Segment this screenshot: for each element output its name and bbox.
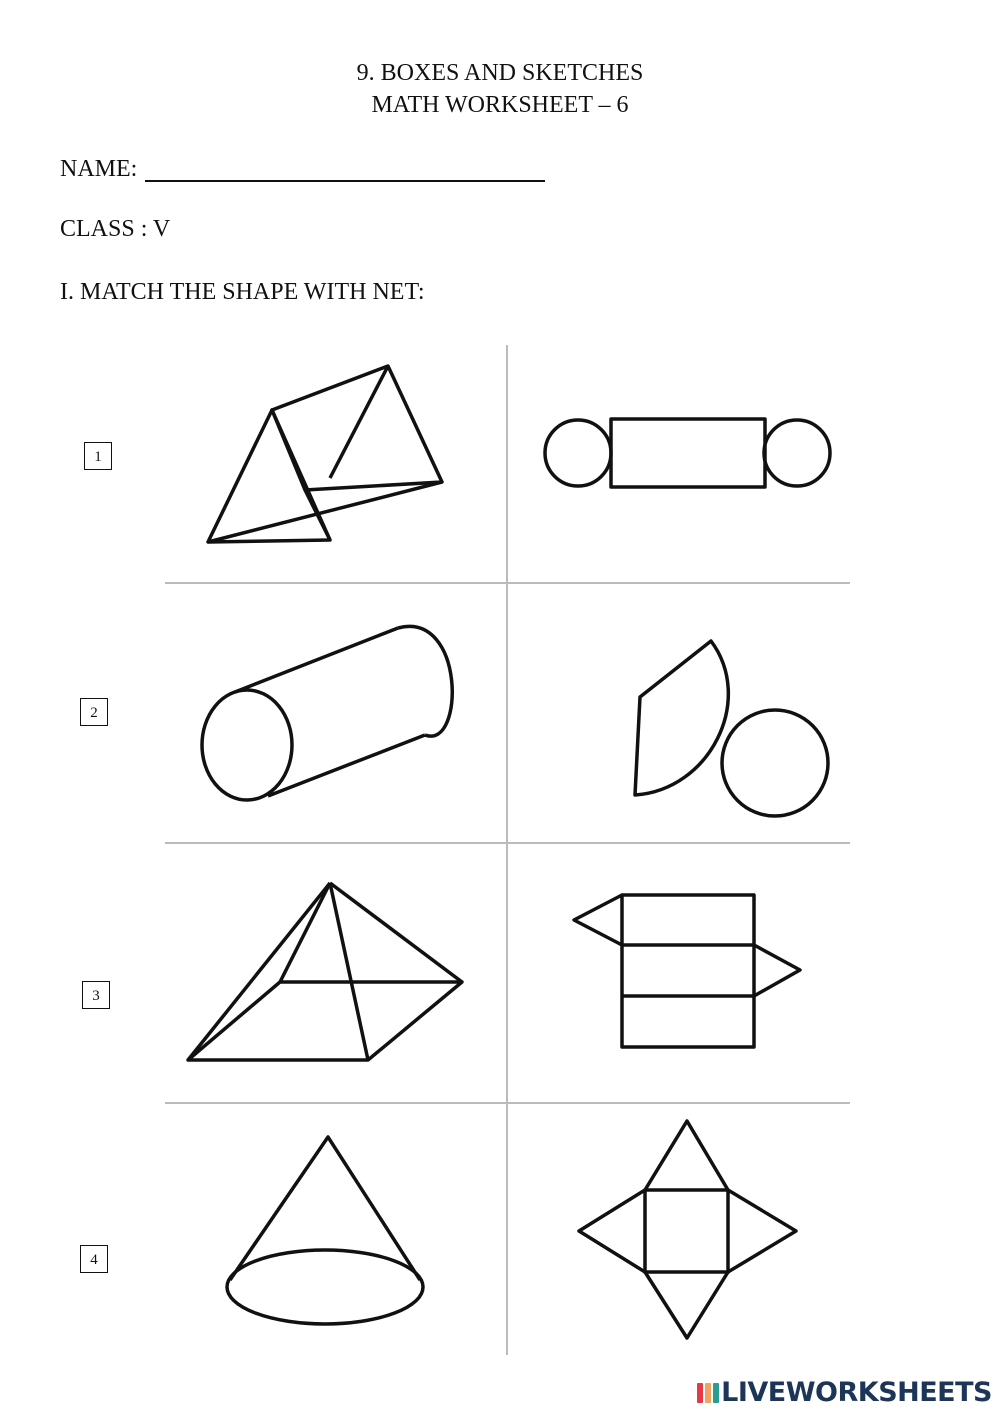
square-pyramid-shape[interactable]	[188, 883, 462, 1060]
liveworksheets-logo	[697, 1377, 992, 1408]
logo-mark-icon	[697, 1381, 719, 1405]
name-label: NAME:	[60, 156, 138, 182]
cylinder-net-shape[interactable]	[545, 419, 830, 487]
item-number-1: 1	[84, 442, 112, 470]
triangular-prism-net-shape[interactable]	[574, 895, 800, 1047]
item-number-4: 4	[80, 1245, 108, 1273]
class-label: CLASS : V	[60, 216, 171, 242]
triangular-prism-shape[interactable]	[208, 366, 442, 542]
cone-shape[interactable]	[227, 1137, 423, 1324]
logo-text: LIVEWORKSHEETS	[721, 1377, 992, 1408]
cylinder-shape[interactable]	[202, 626, 452, 800]
cone-net-shape[interactable]	[635, 641, 828, 816]
square-pyramid-net-shape[interactable]	[579, 1121, 796, 1338]
question-heading: I. MATCH THE SHAPE WITH NET:	[60, 279, 425, 305]
worksheet-title: 9. BOXES AND SKETCHES	[356, 60, 644, 86]
item-number-3: 3	[82, 981, 110, 1009]
worksheet-subtitle: MATH WORKSHEET – 6	[371, 92, 629, 118]
item-number-2: 2	[80, 698, 108, 726]
